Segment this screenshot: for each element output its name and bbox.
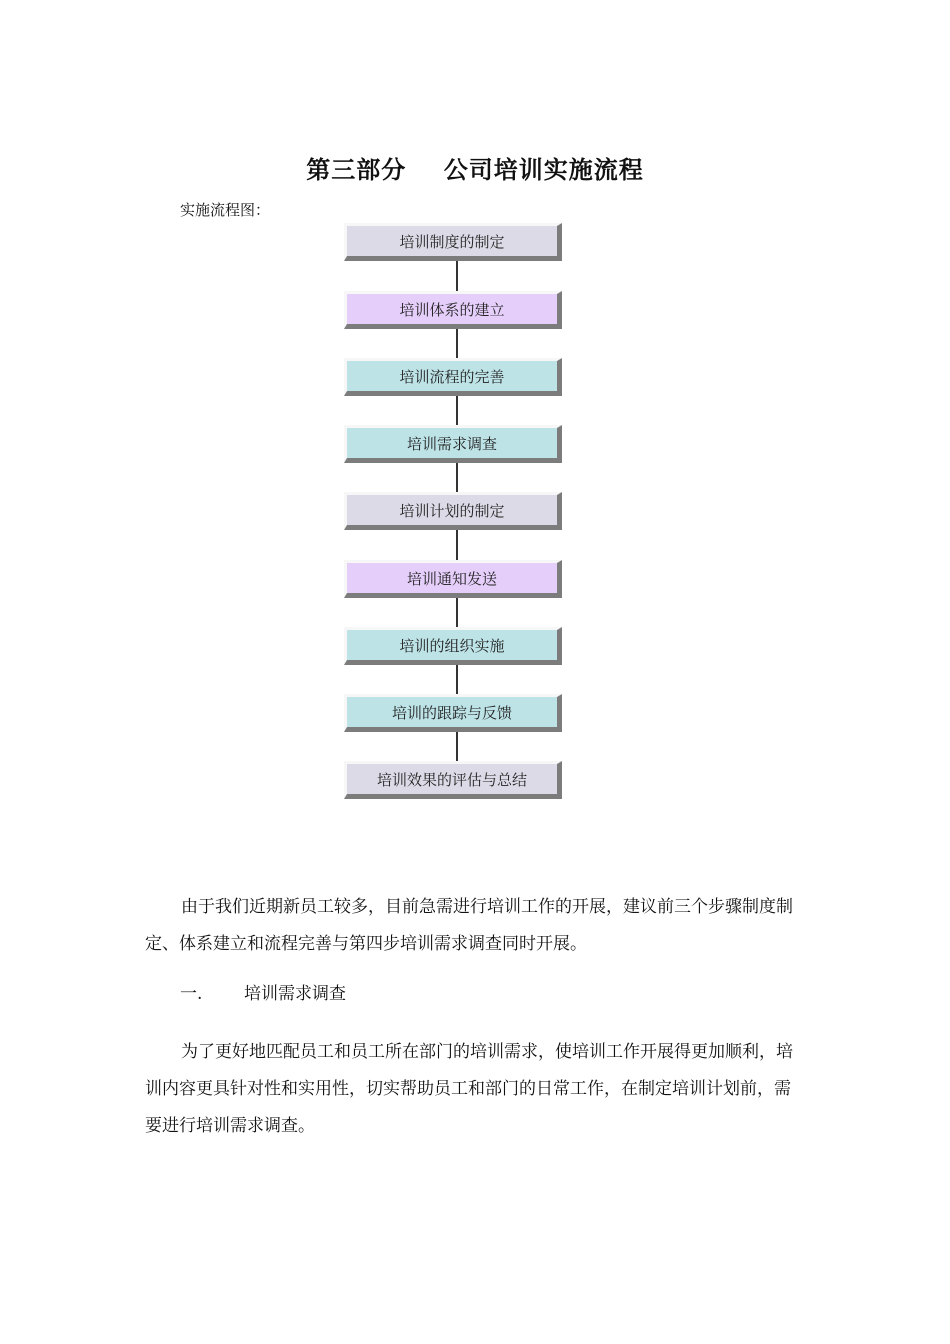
flow-connector: [456, 396, 458, 425]
flow-connector: [456, 463, 458, 492]
flowchart-caption: 实施流程图：: [180, 201, 271, 219]
flow-step-label: 培训体系的建立: [399, 300, 505, 319]
flow-connector: [456, 665, 458, 694]
needs-survey-paragraph: 为了更好地匹配员工和员工所在部门的培训需求，使培训工作开展得更加顺利，培训内容更具针对性和实用性，切实帮助员工和部门的日常工作，在制定培训计划前，需要进行培训需求调查。: [145, 1042, 793, 1136]
flow-step-label: 培训的组织实施: [399, 636, 505, 655]
flow-connector: [456, 530, 458, 560]
flowchart: [344, 220, 570, 810]
flow-step-label: 培训需求调查: [406, 434, 497, 453]
section-heading: [180, 980, 346, 1008]
flow-step-label: 培训效果的评估与总结: [376, 770, 527, 789]
section-number: 一.: [180, 984, 203, 1004]
flow-step: [344, 761, 562, 799]
flow-step: [344, 291, 562, 329]
flow-step: [344, 560, 562, 598]
flow-step: [344, 425, 562, 463]
flow-step: [344, 694, 562, 732]
flow-step: [344, 492, 562, 530]
flow-step: [344, 358, 562, 396]
section-title: 培训需求调查: [244, 984, 346, 1004]
flow-step-label: 培训流程的完善: [399, 367, 505, 386]
page-title: 第三部分 公司培训实施流程: [306, 156, 644, 184]
flow-step-label: 培训通知发送: [406, 569, 497, 588]
flow-step-label: 培训制度的制定: [399, 232, 505, 251]
flow-step-label: 培训的跟踪与反馈: [391, 703, 512, 722]
flow-connector: [456, 732, 458, 761]
flow-step: [344, 223, 562, 261]
flow-step: [344, 627, 562, 665]
intro-paragraph: 由于我们近期新员工较多，目前急需进行培训工作的开展，建议前三个步骤制度制定、体系建立和流程完善与第四步培训需求调查同时开展。: [145, 897, 793, 954]
flow-connector: [456, 598, 458, 627]
flow-connector: [456, 261, 458, 291]
flow-connector: [456, 329, 458, 358]
flow-step-label: 培训计划的制定: [399, 501, 505, 520]
